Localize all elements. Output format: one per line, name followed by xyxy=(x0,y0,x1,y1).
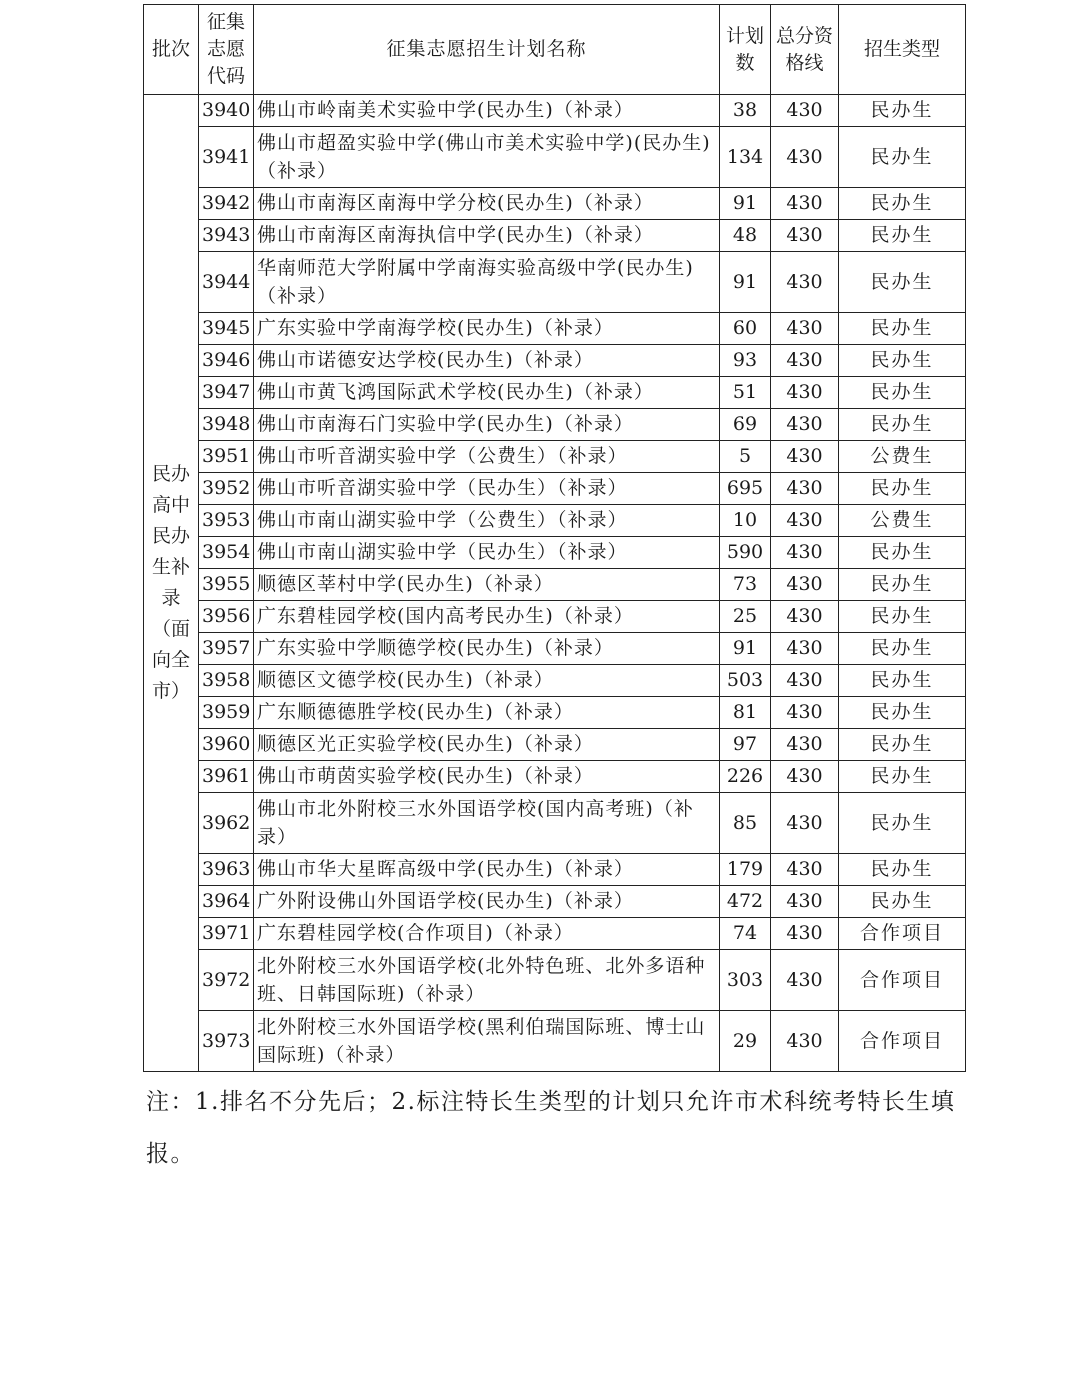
plan-count-cell: 97 xyxy=(720,729,771,761)
table-row xyxy=(144,409,966,441)
code-cell: 3959 xyxy=(199,697,254,729)
score-line-cell: 430 xyxy=(771,569,839,601)
score-line-cell: 430 xyxy=(771,505,839,537)
code-cell: 3948 xyxy=(199,409,254,441)
score-line-cell: 430 xyxy=(771,313,839,345)
code-cell: 3941 xyxy=(199,127,254,188)
plan-count-cell: 25 xyxy=(720,601,771,633)
table-row xyxy=(144,188,966,220)
enrollment-type-cell: 民办生 xyxy=(839,220,966,252)
enrollment-type-cell: 民办生 xyxy=(839,697,966,729)
plan-name-cell: 佛山市南山湖实验中学（公费生）（补录） xyxy=(254,505,720,537)
code-cell: 3964 xyxy=(199,886,254,918)
plan-name-cell: 广东碧桂园学校(国内高考民办生)（补录） xyxy=(254,601,720,633)
header-code: 征集志愿代码 xyxy=(199,5,254,95)
score-line-cell: 430 xyxy=(771,441,839,473)
score-line-cell: 430 xyxy=(771,252,839,313)
code-cell: 3951 xyxy=(199,441,254,473)
enrollment-type-cell: 合作项目 xyxy=(839,918,966,950)
enrollment-type-cell: 民办生 xyxy=(839,537,966,569)
enrollment-type-cell: 民办生 xyxy=(839,473,966,505)
code-cell: 3962 xyxy=(199,793,254,854)
plan-count-cell: 10 xyxy=(720,505,771,537)
table-row xyxy=(144,918,966,950)
code-cell: 3972 xyxy=(199,950,254,1011)
header-score: 总分资格线 xyxy=(771,5,839,95)
score-line-cell: 430 xyxy=(771,188,839,220)
plan-count-cell: 69 xyxy=(720,409,771,441)
enrollment-type-cell: 民办生 xyxy=(839,188,966,220)
enrollment-type-cell: 民办生 xyxy=(839,633,966,665)
plan-count-cell: 91 xyxy=(720,188,771,220)
plan-count-cell: 472 xyxy=(720,886,771,918)
enrollment-type-cell: 合作项目 xyxy=(839,950,966,1011)
score-line-cell: 430 xyxy=(771,95,839,127)
code-cell: 3954 xyxy=(199,537,254,569)
table-row xyxy=(144,377,966,409)
plan-name-cell: 北外附校三水外国语学校(黑利伯瑞国际班、博士山国际班)（补录） xyxy=(254,1011,720,1072)
score-line-cell: 430 xyxy=(771,127,839,188)
table-row xyxy=(144,665,966,697)
score-line-cell: 430 xyxy=(771,473,839,505)
code-cell: 3942 xyxy=(199,188,254,220)
enrollment-type-cell: 民办生 xyxy=(839,252,966,313)
table-row xyxy=(144,345,966,377)
plan-count-cell: 60 xyxy=(720,313,771,345)
score-line-cell: 430 xyxy=(771,345,839,377)
score-line-cell: 430 xyxy=(771,409,839,441)
enrollment-type-cell: 民办生 xyxy=(839,409,966,441)
score-line-cell: 430 xyxy=(771,950,839,1011)
code-cell: 3973 xyxy=(199,1011,254,1072)
table-row xyxy=(144,127,966,188)
table-row xyxy=(144,473,966,505)
table-row xyxy=(144,441,966,473)
plan-name-cell: 顺德区莘村中学(民办生)（补录） xyxy=(254,569,720,601)
enrollment-type-cell: 民办生 xyxy=(839,886,966,918)
table-row xyxy=(144,252,966,313)
plan-count-cell: 48 xyxy=(720,220,771,252)
plan-name-cell: 佛山市北外附校三水外国语学校(国内高考班)（补录） xyxy=(254,793,720,854)
table-row xyxy=(144,601,966,633)
plan-name-cell: 佛山市听音湖实验中学（公费生）（补录） xyxy=(254,441,720,473)
plan-name-cell: 广东实验中学南海学校(民办生)（补录） xyxy=(254,313,720,345)
code-cell: 3946 xyxy=(199,345,254,377)
plan-count-cell: 590 xyxy=(720,537,771,569)
table-row xyxy=(144,537,966,569)
plan-name-cell: 佛山市听音湖实验中学（民办生）（补录） xyxy=(254,473,720,505)
header-name: 征集志愿招生计划名称 xyxy=(254,5,720,95)
code-cell: 3952 xyxy=(199,473,254,505)
table-row xyxy=(144,854,966,886)
score-line-cell: 430 xyxy=(771,886,839,918)
table-row xyxy=(144,220,966,252)
plan-count-cell: 73 xyxy=(720,569,771,601)
plan-count-cell: 38 xyxy=(720,95,771,127)
plan-count-cell: 51 xyxy=(720,377,771,409)
plan-name-cell: 广外附设佛山外国语学校(民办生)（补录） xyxy=(254,886,720,918)
code-cell: 3953 xyxy=(199,505,254,537)
score-line-cell: 430 xyxy=(771,601,839,633)
table-row xyxy=(144,505,966,537)
plan-name-cell: 北外附校三水外国语学校(北外特色班、北外多语种班、日韩国际班)（补录） xyxy=(254,950,720,1011)
score-line-cell: 430 xyxy=(771,761,839,793)
code-cell: 3943 xyxy=(199,220,254,252)
table-row xyxy=(144,886,966,918)
enrollment-type-cell: 合作项目 xyxy=(839,1011,966,1072)
plan-count-cell: 5 xyxy=(720,441,771,473)
plan-name-cell: 广东碧桂园学校(合作项目)（补录） xyxy=(254,918,720,950)
code-cell: 3947 xyxy=(199,377,254,409)
plan-name-cell: 佛山市华大星晖高级中学(民办生)（补录） xyxy=(254,854,720,886)
score-line-cell: 430 xyxy=(771,854,839,886)
header-batch: 批次 xyxy=(144,5,199,95)
enrollment-type-cell: 民办生 xyxy=(839,761,966,793)
table-row xyxy=(144,793,966,854)
table-row xyxy=(144,761,966,793)
plan-name-cell: 佛山市诺德安达学校(民办生)（补录） xyxy=(254,345,720,377)
table-row xyxy=(144,569,966,601)
plan-name-cell: 华南师范大学附属中学南海实验高级中学(民办生)（补录） xyxy=(254,252,720,313)
score-line-cell: 430 xyxy=(771,918,839,950)
enrollment-type-cell: 民办生 xyxy=(839,377,966,409)
enrollment-type-cell: 民办生 xyxy=(839,601,966,633)
batch-cell: 民办高中民办生补录（面向全市） xyxy=(144,95,199,1072)
plan-name-cell: 佛山市岭南美术实验中学(民办生)（补录） xyxy=(254,95,720,127)
table-row xyxy=(144,697,966,729)
plan-count-cell: 85 xyxy=(720,793,771,854)
plan-name-cell: 佛山市南海石门实验中学(民办生)（补录） xyxy=(254,409,720,441)
code-cell: 3944 xyxy=(199,252,254,313)
enrollment-type-cell: 民办生 xyxy=(839,345,966,377)
plan-count-cell: 91 xyxy=(720,633,771,665)
plan-count-cell: 179 xyxy=(720,854,771,886)
plan-name-cell: 佛山市超盈实验中学(佛山市美术实验中学)(民办生)（补录） xyxy=(254,127,720,188)
plan-count-cell: 226 xyxy=(720,761,771,793)
plan-count-cell: 134 xyxy=(720,127,771,188)
code-cell: 3956 xyxy=(199,601,254,633)
score-line-cell: 430 xyxy=(771,1011,839,1072)
plan-count-cell: 74 xyxy=(720,918,771,950)
plan-name-cell: 广东顺德德胜学校(民办生)（补录） xyxy=(254,697,720,729)
enrollment-type-cell: 民办生 xyxy=(839,313,966,345)
plan-name-cell: 佛山市南海区南海执信中学(民办生)（补录） xyxy=(254,220,720,252)
code-cell: 3955 xyxy=(199,569,254,601)
footnote: 注：1.排名不分先后；2.标注特长生类型的计划只允许市术科统考特长生填报。 xyxy=(146,1089,956,1167)
code-cell: 3960 xyxy=(199,729,254,761)
plan-count-cell: 29 xyxy=(720,1011,771,1072)
enrollment-type-cell: 民办生 xyxy=(839,95,966,127)
plan-count-cell: 93 xyxy=(720,345,771,377)
table-header-row xyxy=(144,5,966,95)
table-row xyxy=(144,313,966,345)
plan-name-cell: 广东实验中学顺德学校(民办生)（补录） xyxy=(254,633,720,665)
plan-count-cell: 303 xyxy=(720,950,771,1011)
code-cell: 3971 xyxy=(199,918,254,950)
header-count: 计划数 xyxy=(720,5,771,95)
table-row xyxy=(144,1011,966,1072)
enrollment-type-cell: 公费生 xyxy=(839,505,966,537)
plan-count-cell: 91 xyxy=(720,252,771,313)
enrollment-type-cell: 公费生 xyxy=(839,441,966,473)
score-line-cell: 430 xyxy=(771,537,839,569)
header-type: 招生类型 xyxy=(839,5,966,95)
plan-name-cell: 顺德区光正实验学校(民办生)（补录） xyxy=(254,729,720,761)
plan-name-cell: 佛山市南海区南海中学分校(民办生)（补录） xyxy=(254,188,720,220)
code-cell: 3940 xyxy=(199,95,254,127)
plan-name-cell: 佛山市南山湖实验中学（民办生）（补录） xyxy=(254,537,720,569)
enrollment-type-cell: 民办生 xyxy=(839,665,966,697)
plan-name-cell: 佛山市黄飞鸿国际武术学校(民办生)（补录） xyxy=(254,377,720,409)
code-cell: 3945 xyxy=(199,313,254,345)
enrollment-plan-table xyxy=(143,4,966,1072)
score-line-cell: 430 xyxy=(771,220,839,252)
score-line-cell: 430 xyxy=(771,729,839,761)
plan-count-cell: 503 xyxy=(720,665,771,697)
code-cell: 3963 xyxy=(199,854,254,886)
enrollment-type-cell: 民办生 xyxy=(839,854,966,886)
plan-count-cell: 81 xyxy=(720,697,771,729)
enrollment-type-cell: 民办生 xyxy=(839,793,966,854)
enrollment-type-cell: 民办生 xyxy=(839,127,966,188)
code-cell: 3957 xyxy=(199,633,254,665)
score-line-cell: 430 xyxy=(771,793,839,854)
plan-name-cell: 佛山市萌茵实验学校(民办生)（补录） xyxy=(254,761,720,793)
table-row xyxy=(144,95,966,127)
plan-name-cell: 顺德区文德学校(民办生)（补录） xyxy=(254,665,720,697)
enrollment-type-cell: 民办生 xyxy=(839,729,966,761)
table-row xyxy=(144,950,966,1011)
score-line-cell: 430 xyxy=(771,377,839,409)
enrollment-type-cell: 民办生 xyxy=(839,569,966,601)
score-line-cell: 430 xyxy=(771,665,839,697)
score-line-cell: 430 xyxy=(771,633,839,665)
score-line-cell: 430 xyxy=(771,697,839,729)
table-row xyxy=(144,729,966,761)
table-row xyxy=(144,633,966,665)
code-cell: 3958 xyxy=(199,665,254,697)
code-cell: 3961 xyxy=(199,761,254,793)
plan-count-cell: 695 xyxy=(720,473,771,505)
